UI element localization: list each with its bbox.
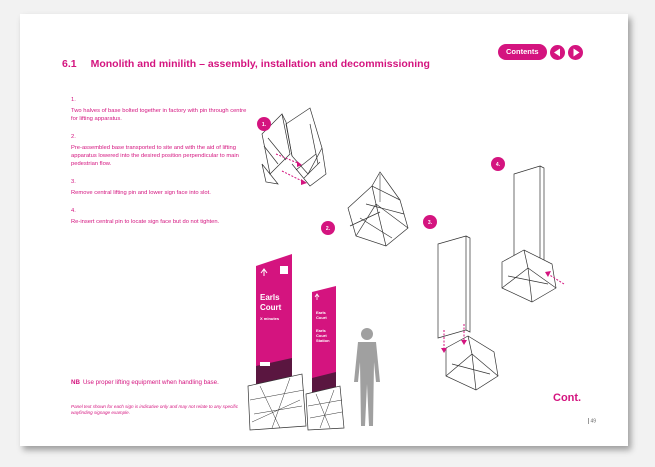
step-text: Pre-assembled base transported to site and with the aid of lifting apparatus lowered into the desired position perpendicular to main pedestrian flow.	[71, 145, 239, 167]
monolith-sign	[248, 254, 306, 430]
footnote: Panel text shown for each sign is indicative only and may not relate to any specific wayfinding signage example.	[71, 404, 238, 415]
monolith-line-2: Court	[260, 303, 282, 312]
assembly-illustrations	[20, 14, 628, 446]
step-1-arrows	[276, 154, 307, 185]
step-2-assembled-base	[348, 172, 408, 246]
minilith-line-1: Earls	[316, 310, 326, 315]
step-number: 4.	[71, 208, 76, 214]
page-number: 49	[588, 418, 596, 424]
step-1-base-halves	[262, 108, 326, 186]
continue-link[interactable]: Cont.	[553, 392, 582, 404]
contents-button[interactable]: Contents	[498, 44, 547, 60]
step-text: Re-insert central pin to locate sign face but do not tighten.	[71, 219, 220, 225]
step-1-badge-text: 1.	[261, 122, 267, 128]
step-number: 3.	[71, 179, 76, 185]
step-number: 2.	[71, 134, 76, 140]
step-text: Two halves of base bolted together in factory with pin through centre for lifting apparatus.	[71, 108, 247, 122]
minilith-line-3: Earls	[316, 328, 326, 333]
section-number: 6.1	[62, 58, 77, 70]
step-2-badge-text: 2.	[325, 226, 331, 232]
nb-text: Use proper lifting equipment when handling base.	[82, 379, 219, 386]
human-scale-figure	[354, 328, 380, 426]
minilith-line-4: Court	[316, 333, 327, 338]
step-text: Remove central lifting pin and lower sign face into slot.	[71, 190, 211, 196]
step-3-sign-face	[438, 236, 498, 390]
document-page	[20, 14, 628, 446]
step-number: 1.	[71, 97, 76, 103]
section-title: Monolith and minilith – assembly, installation and decommissioning	[90, 58, 430, 70]
minilith-sign	[306, 286, 344, 430]
minilith-line-2: Court	[316, 315, 327, 320]
nb-label: NB	[71, 379, 80, 386]
monolith-line-1: Earls	[260, 293, 280, 302]
monolith-walk-time: X minutes	[260, 316, 280, 321]
step-4-assembled-sign	[502, 166, 556, 302]
step-3-badge-text: 3.	[427, 220, 433, 226]
step-4-badge-text: 4.	[495, 162, 501, 168]
minilith-line-5: Station	[316, 338, 330, 343]
